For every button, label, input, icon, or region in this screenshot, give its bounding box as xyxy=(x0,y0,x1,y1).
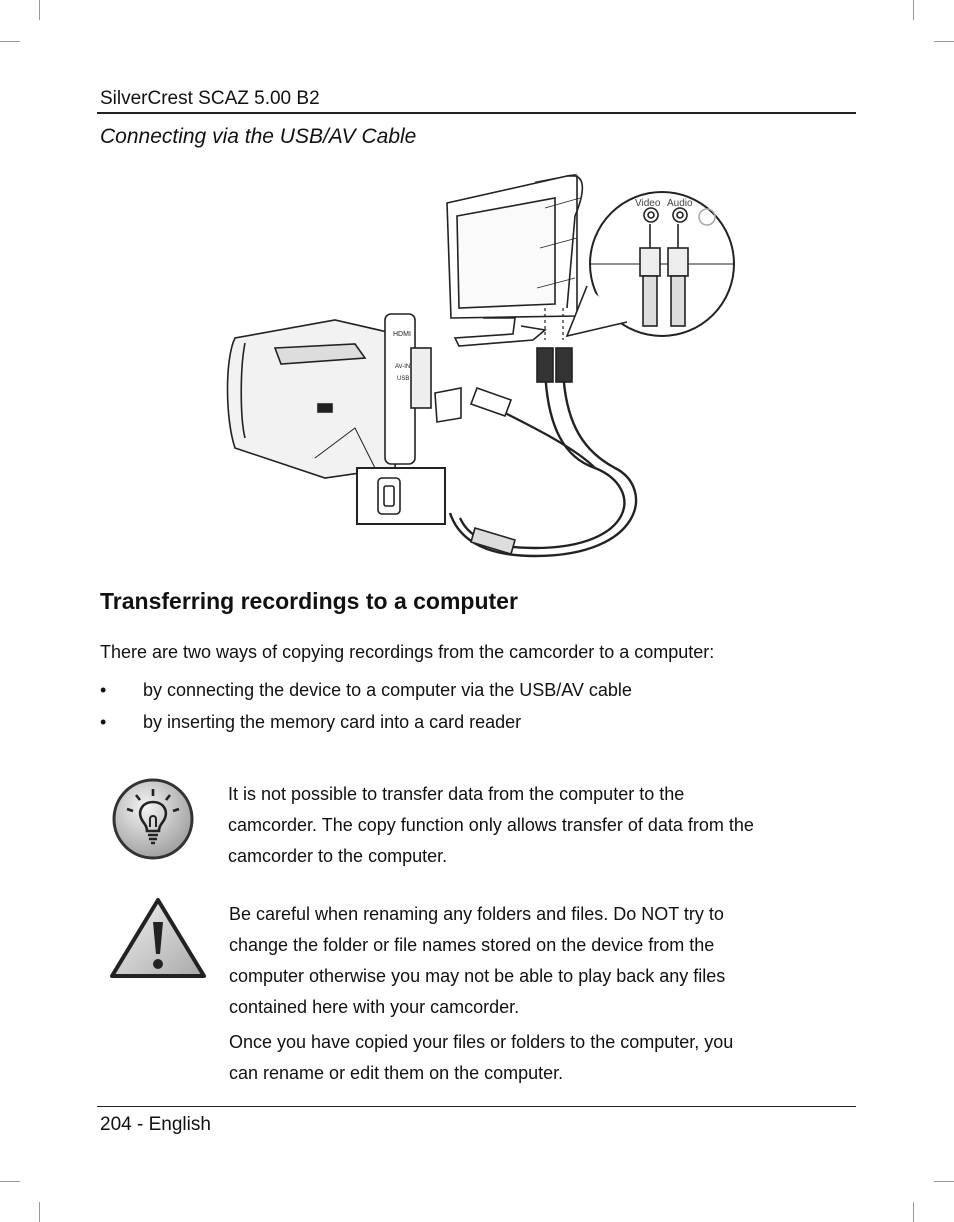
crop-mark xyxy=(39,1202,40,1222)
list-item-text: by connecting the device to a computer via the USB/AV cable xyxy=(143,680,632,700)
audio-jack-label: Audio xyxy=(667,198,693,209)
av-in-label: AV-IN xyxy=(395,364,411,370)
camcorder xyxy=(228,314,462,478)
crop-mark xyxy=(913,0,914,20)
bullet-icon: • xyxy=(100,712,107,732)
crop-mark xyxy=(0,1181,20,1182)
warning-line: computer otherwise you may not be able to play back any files xyxy=(229,966,726,986)
tip-text xyxy=(228,779,788,872)
av-jack-inset xyxy=(567,192,734,336)
warning-line: can rename or edit them on the computer. xyxy=(229,1063,564,1083)
tip-line: camcorder to the computer. xyxy=(228,846,448,866)
section-subtitle: Connecting via the USB/AV Cable xyxy=(100,125,417,148)
warning-line: Once you have copied your files or folders to the computer, you xyxy=(229,1032,734,1052)
tip-line: It is not possible to transfer data from the computer to the xyxy=(228,784,685,804)
header-rule xyxy=(97,112,856,114)
video-jack-label: Video xyxy=(635,198,661,209)
warning-icon xyxy=(109,896,207,980)
intro-paragraph: There are two ways of copying recordings from the camcorder to a computer: xyxy=(100,642,715,662)
warning-line: change the folder or file names stored on the device from the xyxy=(229,935,715,955)
lightbulb-icon xyxy=(110,777,196,861)
usb-label: USB xyxy=(397,376,410,382)
crop-mark xyxy=(913,1202,914,1222)
crop-mark xyxy=(0,41,20,42)
footer-rule xyxy=(97,1106,856,1107)
crop-mark xyxy=(39,0,40,20)
hdmi-label: HDMI xyxy=(393,331,411,338)
crop-mark xyxy=(934,41,954,42)
tip-line: camcorder. The copy function only allows transfer of data from the xyxy=(228,815,754,835)
list-item-text: by inserting the memory card into a card reader xyxy=(143,712,522,732)
monitor xyxy=(447,174,582,346)
bullet-icon: • xyxy=(100,680,107,700)
warning-line: Be careful when renaming any folders and files. Do NOT try to xyxy=(229,904,724,924)
section-heading: Transferring recordings to a computer xyxy=(100,588,518,614)
warning-line: contained here with your camcorder. xyxy=(229,997,520,1017)
hdmi-port-detail xyxy=(357,468,445,524)
usb-av-connection-illustration xyxy=(215,168,740,568)
warning-followup-text xyxy=(229,1027,789,1089)
crop-mark xyxy=(934,1181,954,1182)
page-number: 204 - English xyxy=(100,1114,211,1135)
warning-text xyxy=(229,899,789,1023)
document-header: SilverCrest SCAZ 5.00 B2 xyxy=(100,88,320,109)
